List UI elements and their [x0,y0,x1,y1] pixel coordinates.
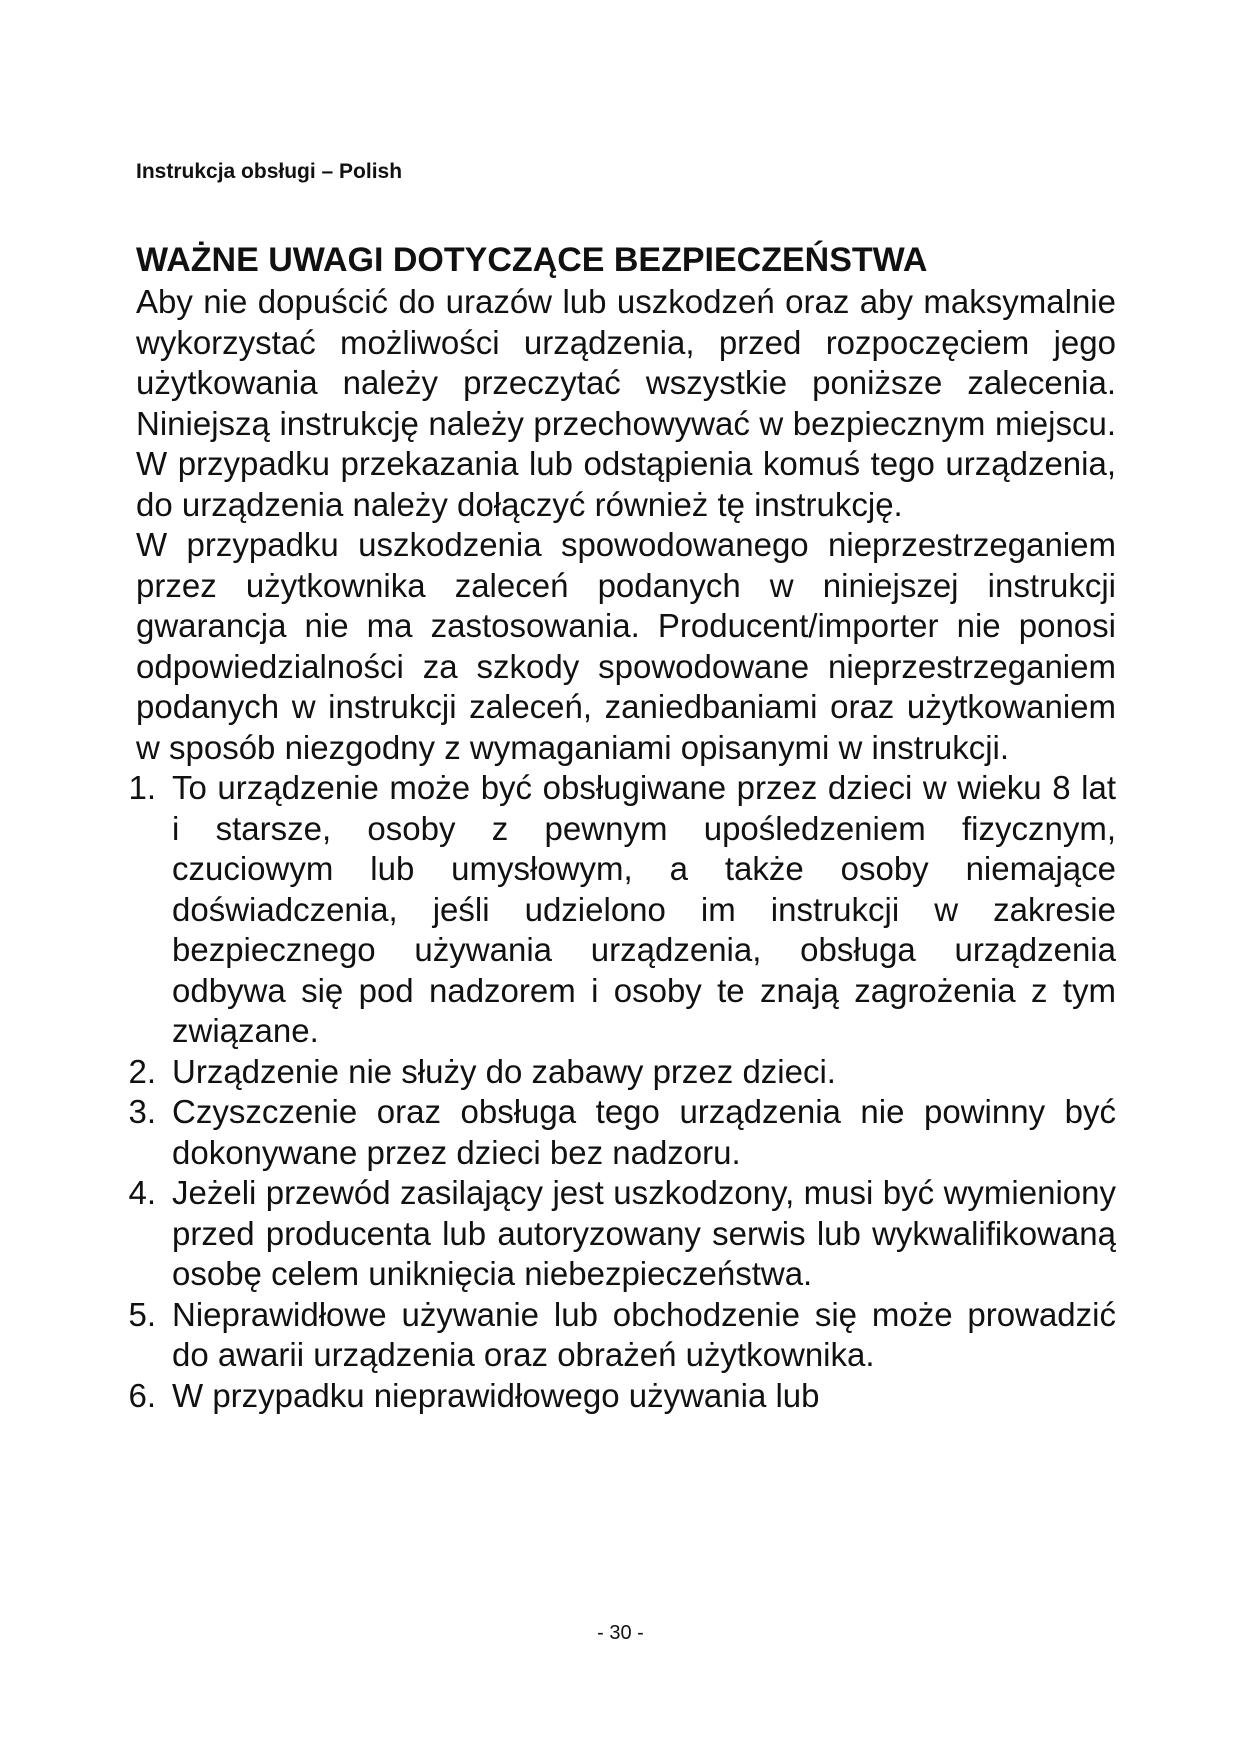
document-header: Instrukcja obsługi – Polish [136,160,403,183]
list-item-text: To urządzenie może być obsługiwane przez dzieci w wieku 8 lat i starsze, osoby z pewnym upośledzeniem fizycznym, czuciowym lub umysłowym, a także osoby niemające doświadczenia, jeśli udzielono im instrukcji w zakresie bezpiecznego używania urządzenia, obsługa urządzenia odbywa się pod nadzorem i osoby te znają zagrożenia z tym związane. [172,769,1116,1049]
list-item [126,1295,1116,1376]
safety-list [128,768,1116,1416]
list-item [126,768,1116,1052]
section-title: WAŻNE UWAGI DOTYCZĄCE BEZPIECZEŃSTWA [136,241,928,279]
list-item-number: 1. [128,769,156,806]
page-number: - 30 - [597,1622,644,1644]
list-item-text: W przypadku nieprawidłowego używania lub [172,1376,820,1414]
list-item [126,1173,1116,1295]
list-item-number: 4. [128,1174,156,1211]
list-item-text: Jeżeli przewód zasilający jest uszkodzony, musi być wymieniony przed producenta lub autoryzowany serwis lub wykwalifikowaną osobę celem uniknięcia niebezpieczeństwa. [172,1174,1116,1292]
list-item-text: Urządzenie nie służy do zabawy przez dzieci. [172,1052,836,1090]
list-item [126,1092,1116,1173]
list-item-number: 6. [128,1376,156,1414]
list-item-number: 5. [128,1295,156,1333]
document-body [128,240,1116,1416]
list-item [126,1052,1116,1093]
intro-paragraph: Aby nie dopuścić do urazów lub uszkodzeń oraz aby maksymalnie wykorzystać możliwości urządzenia, przed rozpoczęciem jego użytkowania należy przeczytać wszystkie poniższe zalecenia. Niniejszą instrukcję należy przechowywać w bezpiecznym miejscu. W przypadku przekazania lub odstąpienia komuś tego urządzenia, do urządzenia należy dołączyć również tę instrukcję. [136,283,1116,523]
list-item-number: 2. [128,1052,156,1090]
list-item-text: Czyszczenie oraz obsługa tego urządzenia nie powinny być dokonywane przez dzieci bez nadzoru. [172,1093,1116,1171]
list-item [126,1376,1116,1417]
list-item-text: Nieprawidłowe używanie lub obchodzenie się może prowadzić do awarii urządzenia oraz obrażeń użytkownika. [172,1295,1116,1373]
list-item-number: 3. [128,1093,156,1130]
warranty-paragraph: W przypadku uszkodzenia spowodowanego nieprzestrzeganiem przez użytkownika zaleceń podanych w niniejszej instrukcji gwarancja nie ma zastosowania. Producent/importer nie ponosi odpowiedzialności za szkody spowodowane nieprzestrzeganiem podanych w instrukcji zaleceń, zaniedbaniami oraz użytkowaniem w sposób niezgodny z wymaganiami opisanymi w instrukcji. [136,526,1116,766]
